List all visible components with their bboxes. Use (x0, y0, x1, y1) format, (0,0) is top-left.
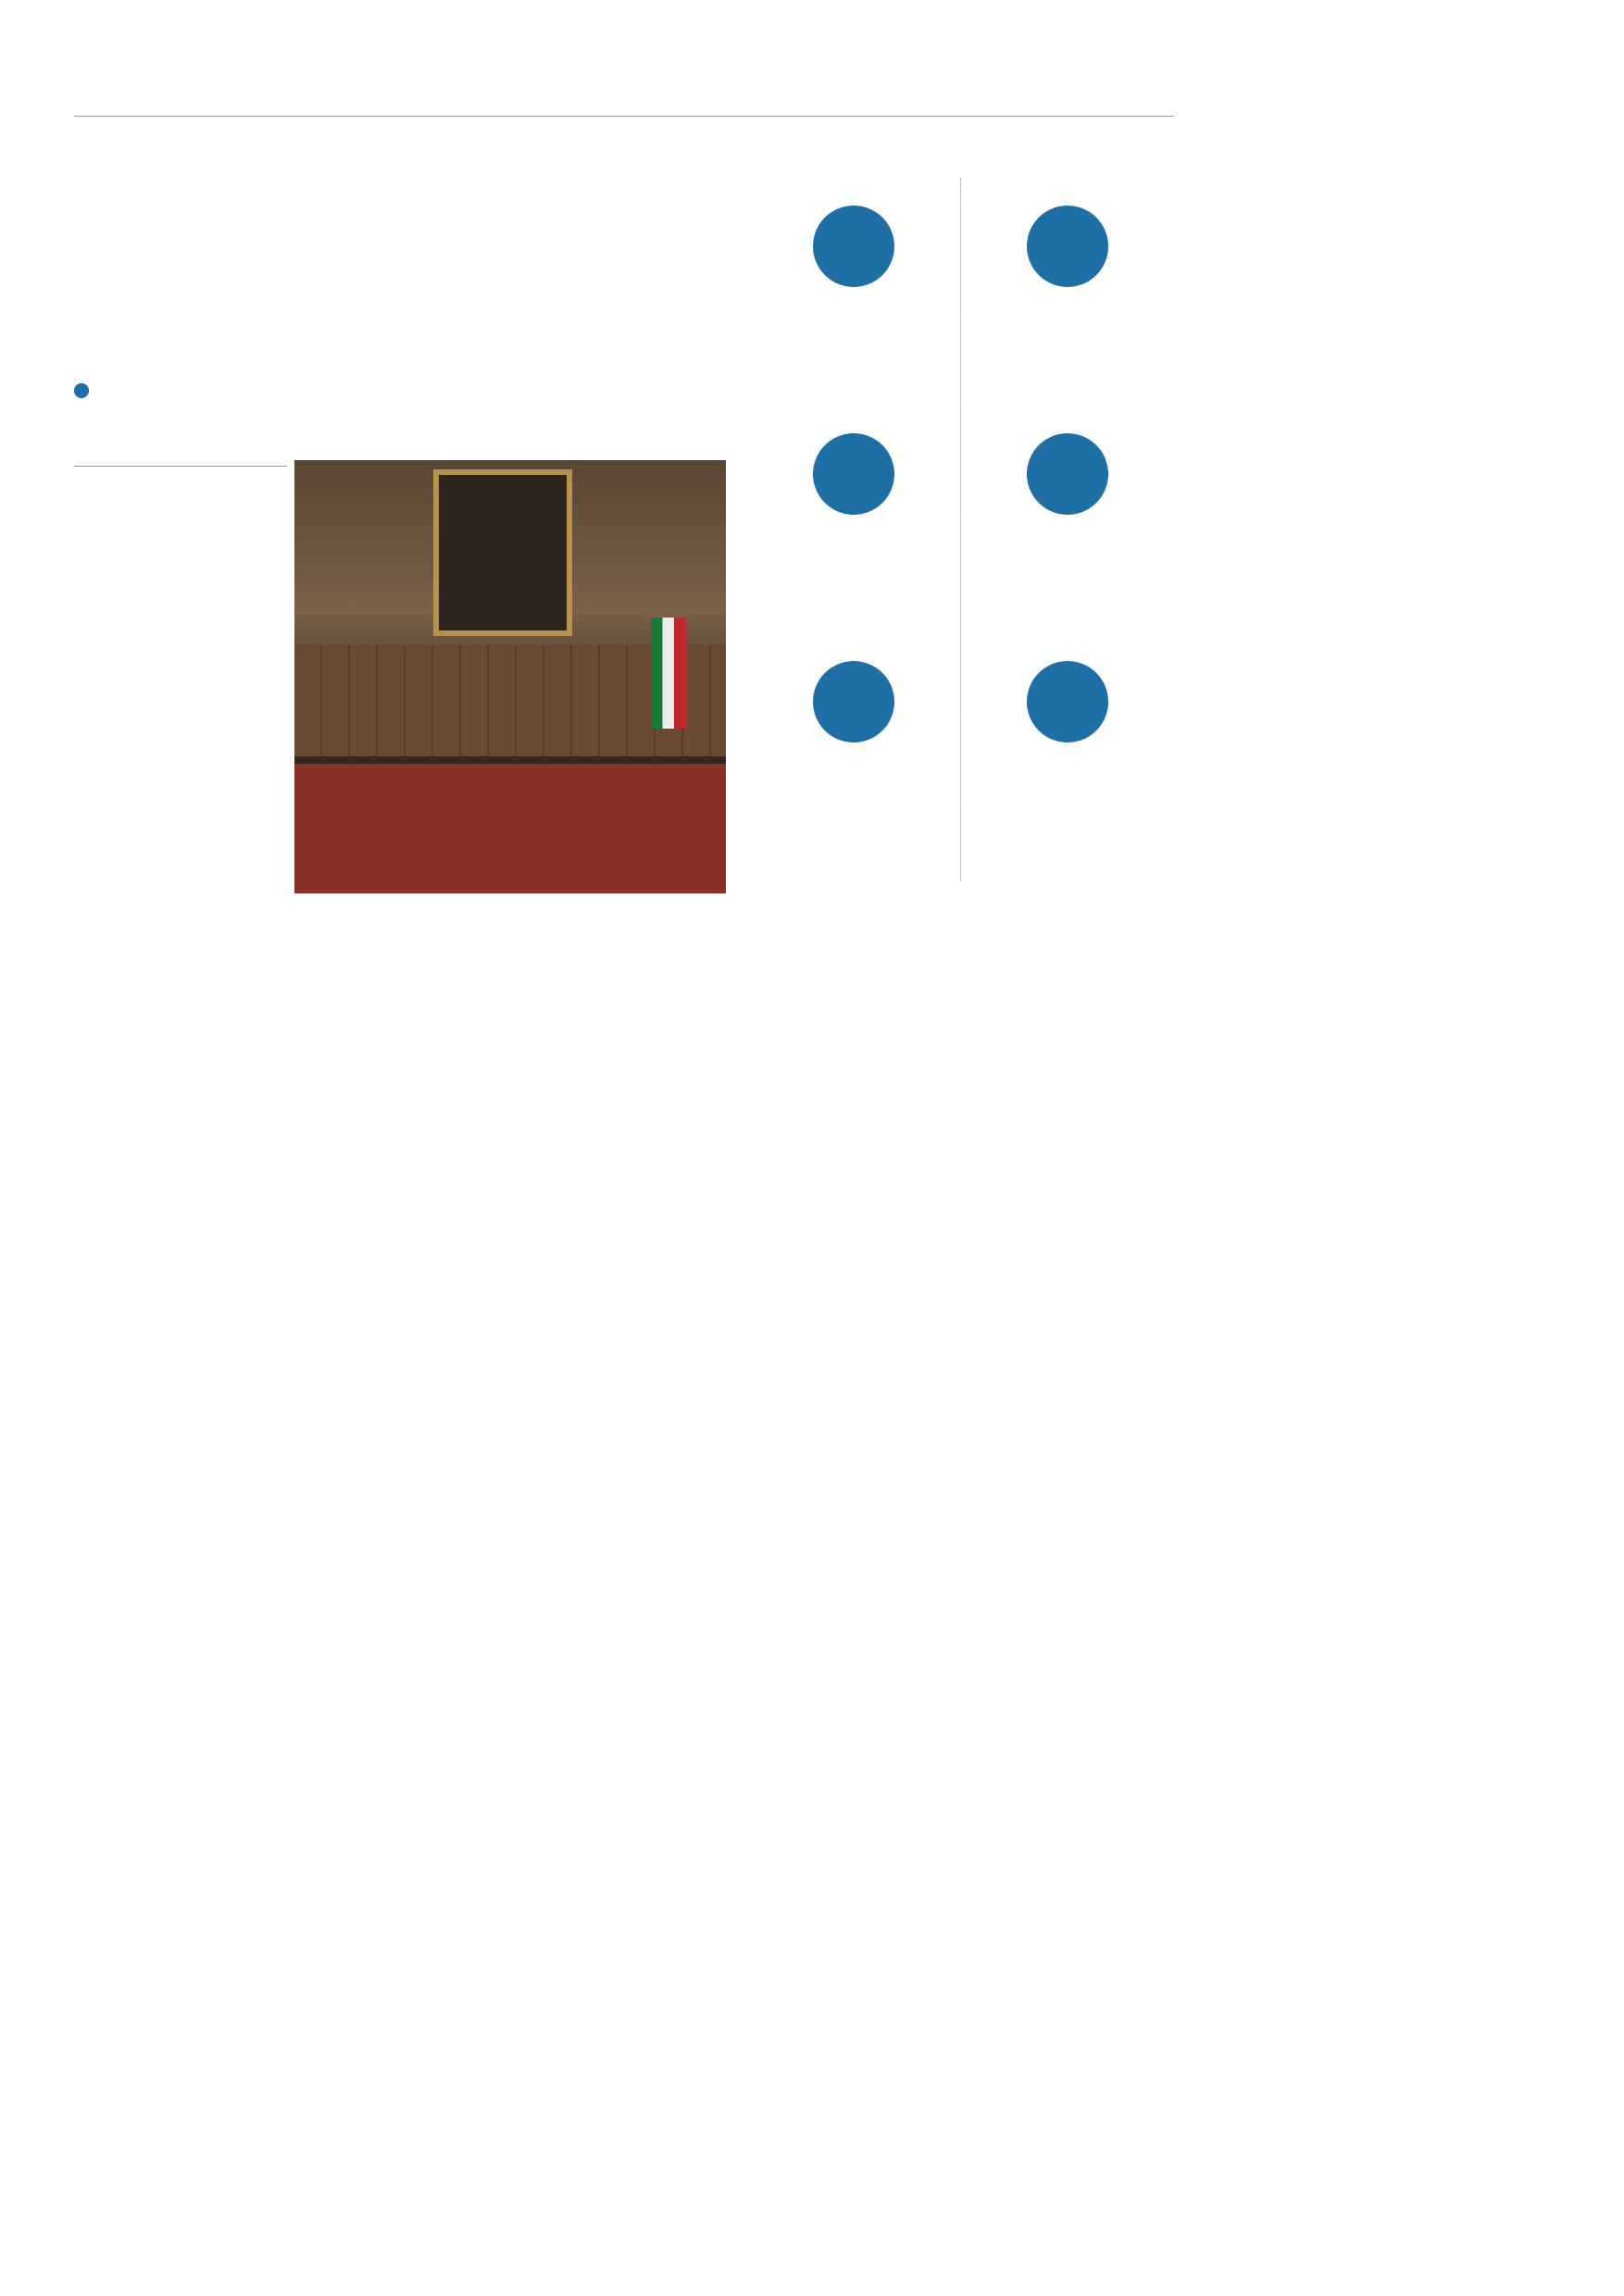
byline (74, 460, 287, 467)
spending-item (746, 433, 960, 661)
spending-item (746, 206, 960, 433)
building-icon (1027, 433, 1108, 515)
spending-infographic (746, 150, 1174, 154)
court-ceremony-photo (294, 460, 726, 893)
spending-item (960, 661, 1174, 889)
spending-item (746, 661, 960, 889)
medal-icon (1027, 206, 1108, 287)
spending-item (960, 433, 1174, 661)
page-header (74, 89, 1174, 117)
christmas-tree-icon (813, 206, 894, 287)
beach-umbrella-icon (813, 433, 894, 515)
resto-table-block (746, 891, 1174, 904)
presenter-icon (1027, 661, 1108, 742)
stat-box (524, 963, 726, 967)
stat-box (524, 1113, 726, 1117)
fireworks-icon (813, 661, 894, 742)
spending-item (960, 206, 1174, 433)
